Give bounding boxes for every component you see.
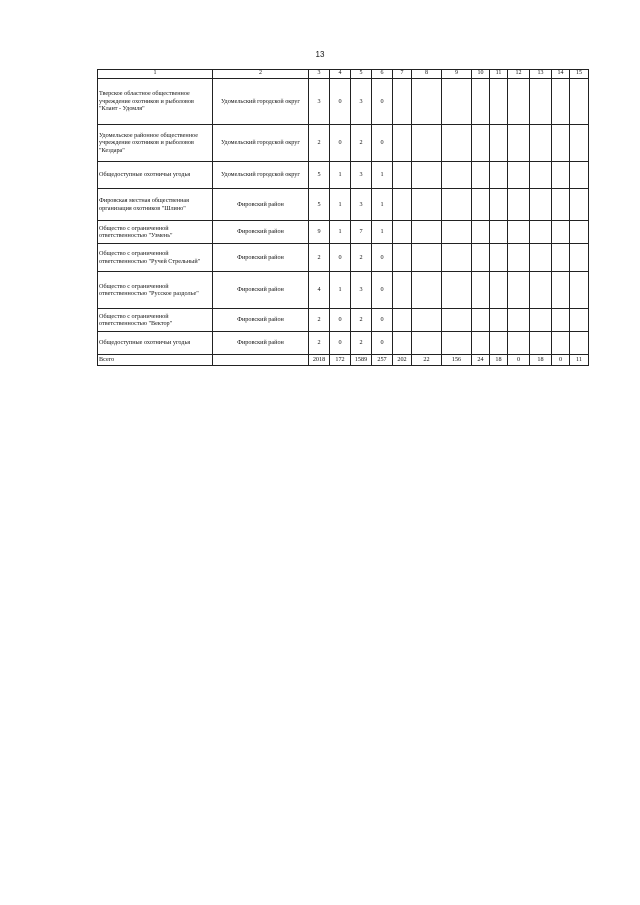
value-cell-col-12 bbox=[508, 221, 530, 244]
column-header-5: 5 bbox=[351, 70, 372, 79]
total-label-cell: Всего bbox=[98, 355, 213, 366]
value-cell-col-8 bbox=[412, 79, 442, 125]
value-cell-col-10 bbox=[472, 79, 490, 125]
table-row bbox=[98, 272, 589, 309]
table-row bbox=[98, 125, 589, 162]
column-header-3: 3 bbox=[309, 70, 330, 79]
value-cell-col-7 bbox=[393, 221, 412, 244]
column-header-11: 11 bbox=[490, 70, 508, 79]
value-cell-col-13 bbox=[530, 79, 552, 125]
value-cell-col-5: 3 bbox=[351, 272, 372, 309]
value-cell-col-12 bbox=[508, 332, 530, 355]
value-cell-col-13 bbox=[530, 244, 552, 272]
value-cell-col-15 bbox=[570, 189, 589, 221]
value-cell-col-3: 3 bbox=[309, 79, 330, 125]
total-row bbox=[98, 355, 589, 366]
total-value-cell-col-8: 22 bbox=[412, 355, 442, 366]
column-header-13: 13 bbox=[530, 70, 552, 79]
table-row bbox=[98, 309, 589, 332]
district-cell: Фировский район bbox=[213, 189, 309, 221]
value-cell-col-6: 0 bbox=[372, 332, 393, 355]
value-cell-col-14 bbox=[552, 272, 570, 309]
value-cell-col-11 bbox=[490, 79, 508, 125]
total-value-cell-col-4: 172 bbox=[330, 355, 351, 366]
value-cell-col-9 bbox=[442, 79, 472, 125]
value-cell-col-5: 3 bbox=[351, 189, 372, 221]
organization-name-cell: Удомельское районное общественное учреждение охотников и рыболовов "Кездара" bbox=[98, 125, 213, 162]
value-cell-col-11 bbox=[490, 244, 508, 272]
value-cell-col-4: 0 bbox=[330, 244, 351, 272]
value-cell-col-7 bbox=[393, 244, 412, 272]
value-cell-col-7 bbox=[393, 189, 412, 221]
table-row bbox=[98, 189, 589, 221]
value-cell-col-13 bbox=[530, 309, 552, 332]
value-cell-col-12 bbox=[508, 309, 530, 332]
value-cell-col-8 bbox=[412, 309, 442, 332]
value-cell-col-11 bbox=[490, 162, 508, 189]
value-cell-col-15 bbox=[570, 125, 589, 162]
column-header-2: 2 bbox=[213, 70, 309, 79]
value-cell-col-4: 1 bbox=[330, 221, 351, 244]
value-cell-col-9 bbox=[442, 332, 472, 355]
value-cell-col-10 bbox=[472, 162, 490, 189]
value-cell-col-3: 2 bbox=[309, 125, 330, 162]
district-cell: Удомельский городской округ bbox=[213, 79, 309, 125]
hunting-grounds-table bbox=[97, 69, 589, 366]
value-cell-col-6: 1 bbox=[372, 162, 393, 189]
value-cell-col-4: 1 bbox=[330, 272, 351, 309]
table-row bbox=[98, 244, 589, 272]
value-cell-col-4: 0 bbox=[330, 309, 351, 332]
value-cell-col-6: 0 bbox=[372, 79, 393, 125]
value-cell-col-15 bbox=[570, 309, 589, 332]
total-value-cell-col-14: 0 bbox=[552, 355, 570, 366]
page-number: 13 bbox=[315, 50, 325, 59]
value-cell-col-6: 1 bbox=[372, 189, 393, 221]
value-cell-col-4: 0 bbox=[330, 125, 351, 162]
total-value-cell-col-13: 18 bbox=[530, 355, 552, 366]
value-cell-col-12 bbox=[508, 189, 530, 221]
district-cell: Фировский район bbox=[213, 244, 309, 272]
total-value-cell-col-12: 0 bbox=[508, 355, 530, 366]
value-cell-col-13 bbox=[530, 272, 552, 309]
value-cell-col-11 bbox=[490, 125, 508, 162]
value-cell-col-8 bbox=[412, 332, 442, 355]
district-cell: Фировский район bbox=[213, 221, 309, 244]
district-cell: Удомельский городской округ bbox=[213, 162, 309, 189]
value-cell-col-9 bbox=[442, 162, 472, 189]
value-cell-col-13 bbox=[530, 125, 552, 162]
value-cell-col-8 bbox=[412, 221, 442, 244]
value-cell-col-9 bbox=[442, 221, 472, 244]
value-cell-col-7 bbox=[393, 272, 412, 309]
column-header-10: 10 bbox=[472, 70, 490, 79]
value-cell-col-12 bbox=[508, 272, 530, 309]
organization-name-cell: Общество с ограниченной ответственностью "Вектор" bbox=[98, 309, 213, 332]
total-value-cell-col-10: 24 bbox=[472, 355, 490, 366]
column-header-14: 14 bbox=[552, 70, 570, 79]
value-cell-col-4: 1 bbox=[330, 162, 351, 189]
value-cell-col-14 bbox=[552, 79, 570, 125]
total-value-cell-col-15: 11 bbox=[570, 355, 589, 366]
column-header-6: 6 bbox=[372, 70, 393, 79]
value-cell-col-10 bbox=[472, 221, 490, 244]
value-cell-col-14 bbox=[552, 125, 570, 162]
total-value-cell-col-7: 202 bbox=[393, 355, 412, 366]
value-cell-col-14 bbox=[552, 162, 570, 189]
value-cell-col-15 bbox=[570, 332, 589, 355]
value-cell-col-3: 2 bbox=[309, 332, 330, 355]
organization-name-cell: Общество с ограниченной ответственностью "Ручей Стрельный" bbox=[98, 244, 213, 272]
value-cell-col-5: 3 bbox=[351, 162, 372, 189]
value-cell-col-4: 0 bbox=[330, 332, 351, 355]
organization-name-cell: Общество с ограниченной ответственностью "Русское раздолье" bbox=[98, 272, 213, 309]
value-cell-col-12 bbox=[508, 162, 530, 189]
column-number-header-row bbox=[98, 70, 589, 79]
value-cell-col-7 bbox=[393, 79, 412, 125]
value-cell-col-14 bbox=[552, 221, 570, 244]
value-cell-col-6: 0 bbox=[372, 244, 393, 272]
value-cell-col-10 bbox=[472, 332, 490, 355]
value-cell-col-12 bbox=[508, 79, 530, 125]
district-cell: Фировский район bbox=[213, 272, 309, 309]
column-header-15: 15 bbox=[570, 70, 589, 79]
value-cell-col-11 bbox=[490, 221, 508, 244]
value-cell-col-8 bbox=[412, 125, 442, 162]
value-cell-col-8 bbox=[412, 162, 442, 189]
value-cell-col-11 bbox=[490, 332, 508, 355]
value-cell-col-8 bbox=[412, 189, 442, 221]
value-cell-col-15 bbox=[570, 162, 589, 189]
value-cell-col-6: 0 bbox=[372, 125, 393, 162]
value-cell-col-5: 2 bbox=[351, 309, 372, 332]
table-row bbox=[98, 162, 589, 189]
value-cell-col-5: 2 bbox=[351, 125, 372, 162]
table-row bbox=[98, 332, 589, 355]
organization-name-cell: Фировская местная общественная организация охотников "Шлино" bbox=[98, 189, 213, 221]
value-cell-col-5: 3 bbox=[351, 79, 372, 125]
value-cell-col-6: 1 bbox=[372, 221, 393, 244]
value-cell-col-3: 5 bbox=[309, 189, 330, 221]
total-value-cell-col-9: 156 bbox=[442, 355, 472, 366]
organization-name-cell: Общедоступные охотничьи угодья bbox=[98, 332, 213, 355]
district-cell: Фировский район bbox=[213, 332, 309, 355]
value-cell-col-13 bbox=[530, 162, 552, 189]
column-header-9: 9 bbox=[442, 70, 472, 79]
value-cell-col-5: 2 bbox=[351, 332, 372, 355]
value-cell-col-15 bbox=[570, 272, 589, 309]
table-row bbox=[98, 221, 589, 244]
value-cell-col-13 bbox=[530, 332, 552, 355]
value-cell-col-12 bbox=[508, 244, 530, 272]
value-cell-col-3: 5 bbox=[309, 162, 330, 189]
value-cell-col-3: 2 bbox=[309, 244, 330, 272]
value-cell-col-15 bbox=[570, 221, 589, 244]
column-header-1: 1 bbox=[98, 70, 213, 79]
value-cell-col-5: 2 bbox=[351, 244, 372, 272]
value-cell-col-14 bbox=[552, 332, 570, 355]
value-cell-col-8 bbox=[412, 272, 442, 309]
value-cell-col-9 bbox=[442, 189, 472, 221]
value-cell-col-10 bbox=[472, 244, 490, 272]
value-cell-col-9 bbox=[442, 244, 472, 272]
value-cell-col-3: 2 bbox=[309, 309, 330, 332]
total-value-cell-col-5: 1589 bbox=[351, 355, 372, 366]
value-cell-col-10 bbox=[472, 189, 490, 221]
value-cell-col-6: 0 bbox=[372, 272, 393, 309]
total-value-cell-col-6: 257 bbox=[372, 355, 393, 366]
district-cell: Фировский район bbox=[213, 309, 309, 332]
value-cell-col-11 bbox=[490, 309, 508, 332]
value-cell-col-10 bbox=[472, 309, 490, 332]
column-header-8: 8 bbox=[412, 70, 442, 79]
value-cell-col-7 bbox=[393, 332, 412, 355]
column-header-4: 4 bbox=[330, 70, 351, 79]
value-cell-col-11 bbox=[490, 189, 508, 221]
value-cell-col-13 bbox=[530, 189, 552, 221]
value-cell-col-3: 9 bbox=[309, 221, 330, 244]
organization-name-cell: Тверское областное общественное учреждение охотников и рыболовов "Клант - Удомля" bbox=[98, 79, 213, 125]
organization-name-cell: Общество с ограниченной ответственностью "Узмень" bbox=[98, 221, 213, 244]
column-header-7: 7 bbox=[393, 70, 412, 79]
value-cell-col-14 bbox=[552, 244, 570, 272]
value-cell-col-3: 4 bbox=[309, 272, 330, 309]
district-cell: Удомельский городской округ bbox=[213, 125, 309, 162]
total-value-cell-col-3: 2018 bbox=[309, 355, 330, 366]
table-body bbox=[98, 79, 589, 366]
value-cell-col-7 bbox=[393, 162, 412, 189]
value-cell-col-10 bbox=[472, 125, 490, 162]
total-value-cell-col-11: 18 bbox=[490, 355, 508, 366]
value-cell-col-4: 1 bbox=[330, 189, 351, 221]
value-cell-col-7 bbox=[393, 125, 412, 162]
value-cell-col-5: 7 bbox=[351, 221, 372, 244]
value-cell-col-9 bbox=[442, 309, 472, 332]
value-cell-col-14 bbox=[552, 309, 570, 332]
organization-name-cell: Общедоступные охотничьи угодья bbox=[98, 162, 213, 189]
value-cell-col-11 bbox=[490, 272, 508, 309]
table-row bbox=[98, 79, 589, 125]
value-cell-col-15 bbox=[570, 244, 589, 272]
value-cell-col-7 bbox=[393, 309, 412, 332]
value-cell-col-8 bbox=[412, 244, 442, 272]
column-header-12: 12 bbox=[508, 70, 530, 79]
value-cell-col-10 bbox=[472, 272, 490, 309]
value-cell-col-9 bbox=[442, 272, 472, 309]
value-cell-col-6: 0 bbox=[372, 309, 393, 332]
value-cell-col-14 bbox=[552, 189, 570, 221]
total-district-cell bbox=[213, 355, 309, 366]
value-cell-col-12 bbox=[508, 125, 530, 162]
value-cell-col-9 bbox=[442, 125, 472, 162]
value-cell-col-13 bbox=[530, 221, 552, 244]
value-cell-col-15 bbox=[570, 79, 589, 125]
value-cell-col-4: 0 bbox=[330, 79, 351, 125]
